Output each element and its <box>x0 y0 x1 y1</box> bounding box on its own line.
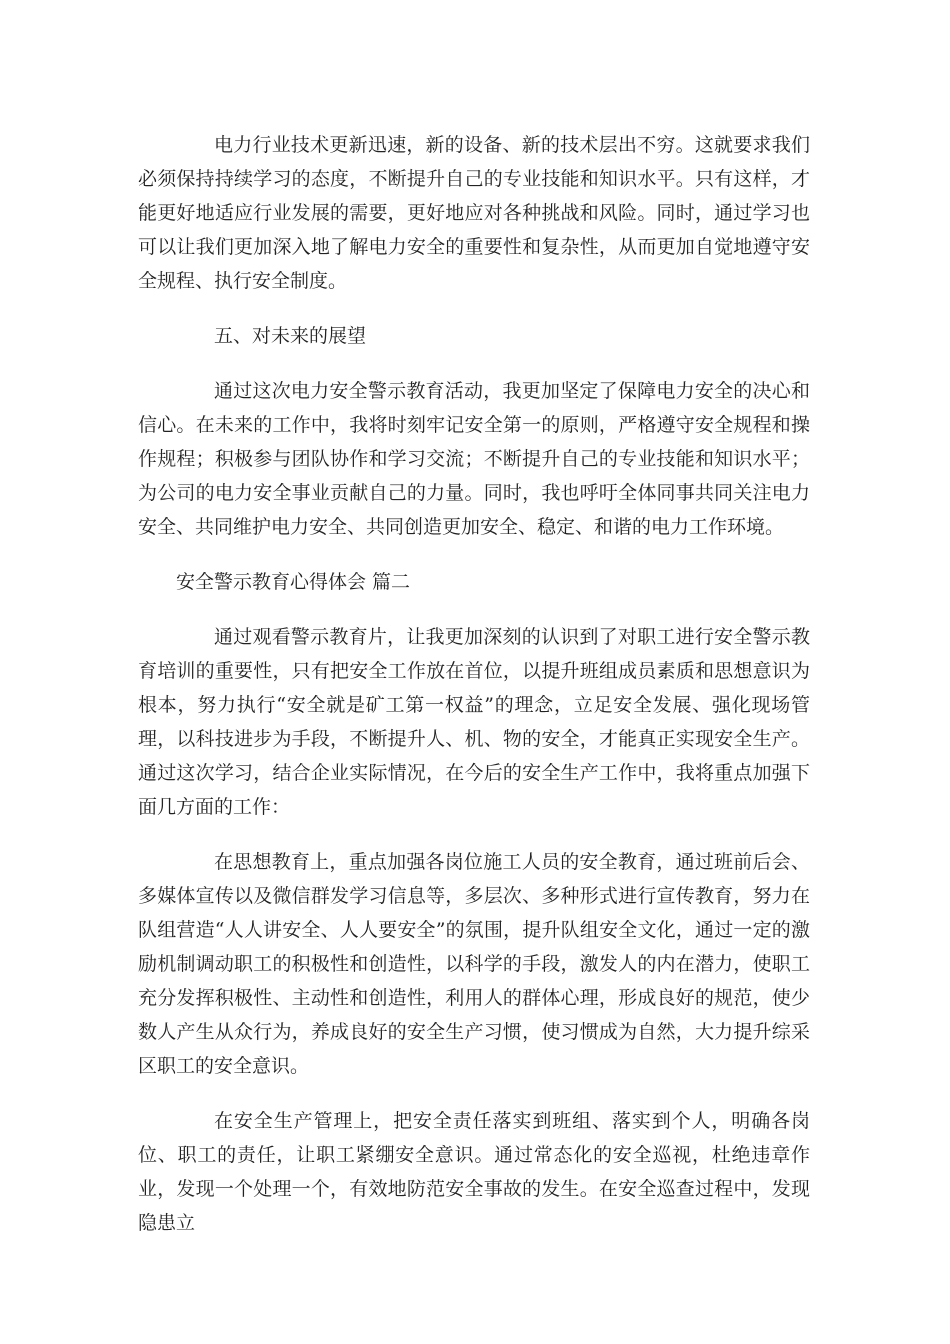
section-heading-future-outlook: 五、对未来的展望 <box>214 325 367 347</box>
paragraph-future-commitment: 通过这次电力安全警示教育活动，我更加坚定了保障电力安全的决心和信心。在未来的工作中，我将时刻牢记安全第一的原则，严格遵守安全规程和操作规程；积极参与团队协作和学习交流；不断提升自己的专业技能和知识水平；为公司的电力安全事业贡献自己的力量。同时，我也呼吁全体同事共同关注电力安全、共同维护电力安全、共同创造更加安全、稳定、和谐的电力工作环境。 <box>138 380 810 538</box>
paragraph-safety-management: 在安全生产管理上，把安全责任落实到班组、落实到个人，明确各岗位、职工的责任，让职工紧绷安全意识。通过常态化的安全巡视，杜绝违章作业，发现一个处理一个，有效地防范安全事故的发生。在安全巡查过程中，发现隐患立 <box>138 1110 810 1234</box>
article-title-part-two: 安全警示教育心得体会 篇二 <box>176 571 411 593</box>
paragraph-continuous-learning: 电力行业技术更新迅速，新的设备、新的技术层出不穷。这就要求我们必须保持持续学习的态度，不断提升自己的专业技能和知识水平。只有这样，才能更好地适应行业发展的需要，更好地应对各种挑战和风险。同时，通过学习也可以让我们更加深入地了解电力安全的重要性和复杂性，从而更加自觉地遵守安全规程、执行安全制度。 <box>138 134 810 292</box>
document-page <box>138 128 810 1261</box>
paragraph-warning-video-reflection: 通过观看警示教育片，让我更加深刻的认识到了对职工进行安全警示教育培训的重要性，只有把安全工作放在首位，以提升班组成员素质和思想意识为根本，努力执行“安全就是矿工第一权益”的理念，立足安全发展、强化现场管理，以科技进步为手段，不断提升人、机、物的安全，才能真正实现安全生产。通过这次学习，结合企业实际情况，在今后的安全生产工作中，我将重点加强下面几方面的工作： <box>138 626 810 818</box>
paragraph-ideological-education: 在思想教育上，重点加强各岗位施工人员的安全教育，通过班前后会、多媒体宣传以及微信群发学习信息等，多层次、多种形式进行宣传教育，努力在队组营造“人人讲安全、人人要安全”的氛围，提升队组安全文化，通过一定的激励机制调动职工的积极性和创造性，以科学的手段，激发人的内在潜力，使职工充分发挥积极性、主动性和创造性，利用人的群体心理，形成良好的规范，使少数人产生从众行为，养成良好的安全生产习惯，使习惯成为自然，大力提升综采区职工的安全意识。 <box>138 851 810 1077</box>
